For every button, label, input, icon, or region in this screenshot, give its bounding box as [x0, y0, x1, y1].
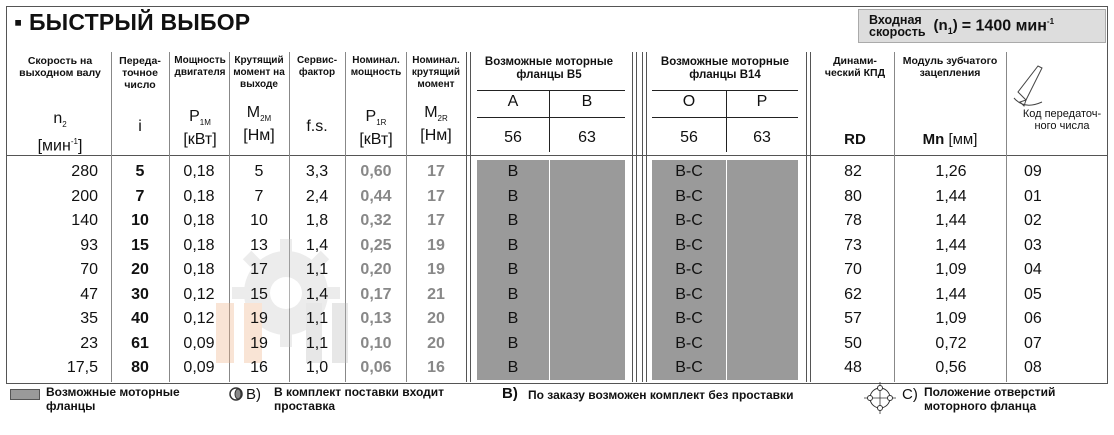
flange-b14-p: P — [756, 93, 768, 110]
cell-code: 08 — [1024, 359, 1042, 376]
legend-c-text: Положение отверстий моторного фланца — [924, 385, 1056, 413]
header-nom-torque: Номинал. крутящий момент — [411, 55, 461, 90]
cell-m2m: 13 — [250, 236, 268, 254]
col-sep — [806, 52, 807, 382]
cell-p1m: 0,18 — [183, 236, 215, 254]
symbol-ratio: i — [138, 118, 142, 135]
flange-b5-divider — [549, 90, 550, 152]
cell-i: 61 — [131, 334, 149, 352]
cell-p1m: 0,09 — [183, 359, 215, 376]
legend-b2-text: По заказу возможен комплект без проставки — [528, 388, 794, 402]
cell-b14: B-C — [675, 236, 703, 254]
cell-rd: 80 — [844, 187, 862, 205]
cell-rd: 62 — [844, 285, 862, 303]
cell-m2m: 19 — [250, 334, 268, 352]
cell-rd: 82 — [844, 163, 862, 180]
legend-flanges-label: Возможные моторные фланцы — [46, 385, 180, 413]
cell-mn: 1,09 — [935, 261, 967, 278]
cell-p1r: 0,17 — [360, 285, 392, 303]
cell-b5: B — [507, 334, 519, 352]
cell-n2: 23 — [80, 334, 98, 352]
header-power: Мощность двигателя — [174, 55, 226, 78]
cell-fs: 3,3 — [305, 163, 329, 180]
symbol-nom-power: $P_{1R}$ [кВт] — [359, 108, 393, 149]
cell-m2m: 5 — [254, 163, 264, 180]
cell-p1m: 0,18 — [183, 212, 215, 229]
flange-b5-a-size: 56 — [504, 129, 522, 146]
flange-b5-a: A — [507, 93, 519, 110]
cell-m2r: 17 — [427, 187, 445, 205]
symbol-service: f.s. — [306, 118, 328, 135]
cell-rd: 78 — [844, 212, 862, 229]
cell-p1m: 0,18 — [183, 261, 215, 278]
symbol-torque: $M_{2M}$ [Нм] — [243, 104, 275, 145]
input-speed-symbol: $(n_1)$ — [933, 16, 958, 36]
cell-code: 03 — [1024, 236, 1042, 254]
input-speed-value: = 1400 мин$^{-1}$ — [961, 16, 1055, 35]
cell-i: 80 — [131, 359, 149, 376]
cell-code: 06 — [1024, 310, 1042, 327]
cell-i: 10 — [131, 212, 149, 229]
header-service: Сервис-фактор — [296, 55, 338, 78]
cell-p1r: 0,44 — [360, 187, 392, 205]
legend-swatch — [10, 389, 40, 400]
cell-b5: B — [507, 187, 519, 205]
cell-mn: 1,44 — [935, 236, 967, 254]
cell-code: 04 — [1024, 261, 1042, 278]
pencil-icon — [1012, 62, 1052, 112]
cell-rd: 50 — [844, 334, 862, 352]
cell-rd: 48 — [844, 359, 862, 376]
flange-b5-b-size: 63 — [578, 129, 596, 146]
cell-mn: 1,09 — [935, 310, 967, 327]
cell-mn: 0,72 — [935, 334, 967, 352]
symbol-module: Mn [мм] — [922, 131, 978, 148]
cell-mn: 1,44 — [935, 212, 967, 229]
cell-p1m: 0,09 — [183, 334, 215, 352]
cell-fs: 2,4 — [305, 187, 329, 205]
cell-b14: B-C — [675, 187, 703, 205]
cell-i: 5 — [135, 163, 145, 180]
cell-mn: 1,26 — [935, 163, 967, 180]
header-torque: Крутящий момент на выходе — [233, 55, 285, 90]
cell-b5: B — [507, 285, 519, 303]
header-separator — [6, 155, 1108, 156]
cell-m2m: 15 — [250, 285, 268, 303]
cell-m2r: 17 — [427, 163, 445, 180]
cell-b14: B-C — [675, 310, 703, 327]
col-sep — [111, 52, 112, 382]
header-speed: Скорость на выходном валу — [19, 55, 101, 79]
cell-m2r: 17 — [427, 212, 445, 229]
cell-n2: 93 — [80, 236, 98, 254]
cell-rd: 57 — [844, 310, 862, 327]
cell-n2: 140 — [71, 212, 98, 229]
flange-b14-o: O — [682, 93, 696, 110]
cell-b5: B — [507, 163, 519, 180]
cell-b14: B-C — [675, 334, 703, 352]
cell-n2: 200 — [71, 187, 98, 205]
cell-p1r: 0,20 — [360, 261, 392, 278]
flange-b14-o-size: 56 — [680, 129, 698, 146]
cell-b14: B-C — [675, 163, 703, 180]
cell-p1r: 0,06 — [360, 359, 392, 376]
cell-n2: 17,5 — [66, 359, 98, 376]
header-module: Модуль зубчатого зацепления — [902, 55, 998, 79]
cell-p1r: 0,60 — [360, 163, 392, 180]
flange-b5-b: B — [581, 93, 593, 110]
cell-b14: B-C — [675, 285, 703, 303]
cell-b5: B — [507, 310, 519, 327]
cell-n2: 35 — [80, 310, 98, 327]
cell-rd: 70 — [844, 261, 862, 278]
header-ratio: Переда-точное число — [119, 55, 161, 91]
cell-mn: 0,56 — [935, 359, 967, 376]
flange-b14-divider — [726, 90, 727, 152]
spacer-ring-icon — [228, 386, 244, 402]
cell-b5: B — [507, 261, 519, 278]
col-sep — [894, 52, 895, 382]
cell-b14: B-C — [675, 359, 703, 376]
flange-b5-line-mid — [477, 117, 625, 118]
col-sep — [1006, 52, 1007, 382]
legend-c-label: C) — [902, 386, 918, 403]
cell-m2r: 21 — [427, 285, 445, 303]
cell-mn: 1,44 — [935, 187, 967, 205]
flange-b14-block-divider — [726, 160, 727, 380]
cell-m2m: 10 — [250, 212, 268, 229]
col-sep — [810, 52, 811, 382]
cell-code: 07 — [1024, 334, 1042, 352]
cell-b5: B — [507, 236, 519, 254]
cell-p1m: 0,12 — [183, 285, 215, 303]
cell-n2: 70 — [80, 261, 98, 278]
header-code: Код передаточ-ного числа — [1022, 108, 1102, 132]
flange-b5-line-top — [477, 90, 625, 91]
flange-b14-line-mid — [652, 117, 798, 118]
flange-b5-block-divider — [549, 160, 550, 380]
header-nom-power: Номинал. мощность — [350, 55, 402, 78]
input-speed-label — [869, 14, 926, 38]
cell-i: 40 — [131, 310, 149, 327]
cell-fs: 1,8 — [305, 212, 329, 229]
cell-fs: 1,1 — [305, 310, 329, 327]
cell-b5: B — [507, 212, 519, 229]
cell-rd: 73 — [844, 236, 862, 254]
col-sep — [466, 52, 467, 382]
cell-code: 09 — [1024, 163, 1042, 180]
col-sep — [632, 52, 633, 382]
cell-i: 30 — [131, 285, 149, 303]
legend-b-label: B) — [246, 386, 261, 403]
header-efficiency: Динами-ческий КПД — [824, 55, 886, 79]
cell-code: 01 — [1024, 187, 1042, 205]
cell-m2r: 20 — [427, 334, 445, 352]
cell-code: 02 — [1024, 212, 1042, 229]
legend-b-text: В комплект поставки входит проставка — [274, 385, 445, 413]
cell-b14: B-C — [675, 261, 703, 278]
cell-b5: B — [507, 359, 519, 376]
col-sep — [642, 52, 643, 382]
cell-m2r: 20 — [427, 310, 445, 327]
cell-code: 05 — [1024, 285, 1042, 303]
header-flanges-b14: Возможные моторные фланцы B14 — [660, 56, 790, 81]
cell-fs: 1,4 — [305, 285, 329, 303]
cell-m2m: 17 — [250, 261, 268, 278]
cell-fs: 1,0 — [305, 359, 329, 376]
cell-n2: 47 — [80, 285, 98, 303]
cell-p1r: 0,10 — [360, 334, 392, 352]
cell-p1r: 0,13 — [360, 310, 392, 327]
cell-fs: 1,1 — [305, 261, 329, 278]
symbol-power: $P_{1M}$ [кВт] — [183, 108, 217, 149]
flange-b14-p-size: 63 — [753, 129, 771, 146]
input-speed-box — [858, 9, 1106, 43]
cell-m2m: 19 — [250, 310, 268, 327]
cell-p1m: 0,18 — [183, 187, 215, 205]
cell-fs: 1,4 — [305, 236, 329, 254]
flange-b14-line-top — [652, 90, 798, 91]
cell-b14: B-C — [675, 212, 703, 229]
legend-b2-label: B) — [502, 385, 518, 402]
flange-holes-icon — [862, 380, 898, 416]
cell-fs: 1,1 — [305, 334, 329, 352]
col-sep — [470, 52, 471, 382]
cell-i: 15 — [131, 236, 149, 254]
header-flanges-b5: Возможные моторные фланцы B5 — [484, 56, 614, 81]
input-speed-label-line2: скорость — [869, 25, 926, 39]
cell-i: 7 — [135, 187, 145, 205]
symbol-speed: $n_2$ [мин$^{-1}$] — [37, 110, 83, 155]
cell-p1m: 0,12 — [183, 310, 215, 327]
col-sep — [636, 52, 637, 382]
cell-mn: 1,44 — [935, 285, 967, 303]
input-speed-label-line1: Входная — [869, 13, 922, 27]
symbol-nom-torque: $M_{2R}$ [Нм] — [420, 104, 452, 145]
col-sep — [646, 52, 647, 382]
cell-m2r: 16 — [427, 359, 445, 376]
cell-m2m: 16 — [250, 359, 268, 376]
cell-i: 20 — [131, 261, 149, 278]
cell-n2: 280 — [71, 163, 98, 180]
cell-p1r: 0,32 — [360, 212, 392, 229]
symbol-efficiency: RD — [844, 131, 866, 148]
cell-m2r: 19 — [427, 261, 445, 278]
cell-p1r: 0,25 — [360, 236, 392, 254]
cell-m2r: 19 — [427, 236, 445, 254]
cell-m2m: 7 — [254, 187, 264, 205]
cell-p1m: 0,18 — [183, 163, 215, 180]
page-title: ▪ БЫСТРЫЙ ВЫБОР — [14, 9, 251, 35]
